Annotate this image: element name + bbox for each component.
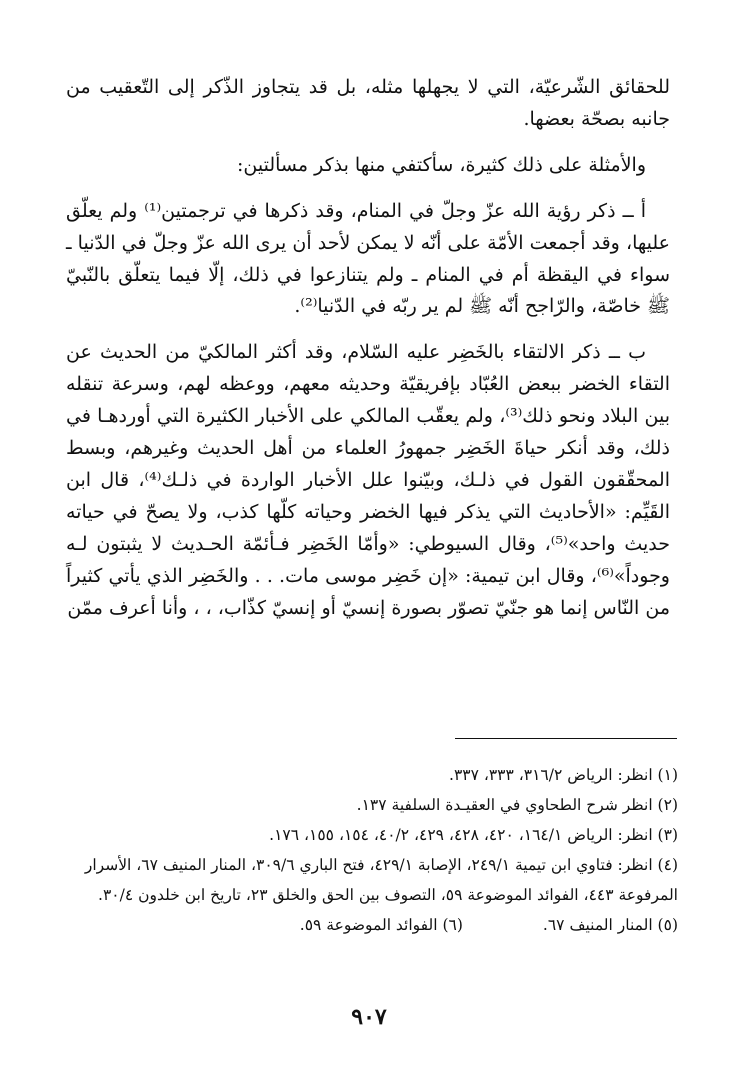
paragraph-intro: للحقائق الشّرعيّة، التي لا يجهلها مثله، بل قد يتجاوز الذّكر إلى التّعقيب من جانبه بصحّة بعضها.: [66, 76, 670, 130]
footnote-3: (٣) انظر: الرياض ١٦٤/١، ٤٢٠، ٤٢٨، ٤٢٩، ٤٠/٢، ١٥٤، ١٥٥، ١٧٦.: [269, 826, 678, 845]
footnote-2: (٢) انظر شرح الطحاوي في العقيـدة السلفية ١٣٧.: [356, 796, 678, 815]
paragraph-example-a: أ ــ ذكر رؤية الله عزّ وجلّ في المنام، وقد ذكرها في ترجمتين⁽¹⁾ ولم يعلّق عليها، وقد أجمعت الأمّة على أنّه لا يمكن لأحد أن يرى الله عزّ وجلّ في الدّنيا ـ سواء في اليقظة أم في المنام ـ ولم يتنازعوا في ذلك، إلّا فيما يتعلّق بالنّبيّ ﷺ خاصّة، والرّاجح أنّه ﷺ لم ير ربّه في الدّنيا⁽²⁾.: [66, 199, 670, 318]
page-number: ٩٠٧: [351, 1004, 387, 1030]
paragraph-examples-intro: والأمثلة على ذلك كثيرة، سأكتفي منها بذكر مسألتين:: [237, 153, 646, 176]
footnote-6: (٦) الفوائد الموضوعة ٥٩.: [299, 916, 463, 935]
footnote-row-5-6: [66, 910, 678, 940]
main-text: [66, 72, 670, 639]
footnote-5: (٥) المنار المنيف ٦٧.: [542, 916, 678, 935]
paragraph-example-b: ب ــ ذكر الالتقاء بالخَضِر عليه السّلام، وقد أكثر المالكيّ من الحديث عن التقاء الخضر ببعض العُبّاد بإفريقيّة وحديثه معهم، ووعظه لهم، وسرعة تنقله بين البلاد ونحو ذلك⁽³⁾، ولم يعقّب المالكي على الأخبار الكثيرة التي أوردهـا في ذلك، وقد أنكر حياةَ الخَضِر جمهورُ العلماء من أهل الحديث وغيرهم، وبسط المحقّقون القول في ذلـك، وبيّنوا علل الأخبار الواردة في ذلـك⁽⁴⁾، قال ابن القَيِّم: «الأحاديث التي يذكر فيها الخضر وحياته كلّها كذب، ولا يصحّ في حياته حديث واحد»⁽⁵⁾، وقال السيوطي: «وأمّا الخَضِر فـأئمّة الحـديث لا يثبتون لـه وجوداً»⁽⁶⁾، وقال ابن تيمية: «إن خَضِر موسى مات. . . والخَضِر الذي يأتي كثيراً من النّاس إنما هو جنّيّ تصوّر بصورة إنسيّ أو إنسيّ كذّاب، ، ، وأنا أعرف ممّن: [66, 341, 671, 619]
footnote-4: (٤) انظر: فتاوي ابن تيمية ٢٤٩/١، الإصابة ٤٢٩/١، فتح الباري ٣٠٩/٦، المنار المنيف ٦٧، الأسرار المرفوعة ٤٤٣، الفوائد الموضوعة ٥٩، التصوف بين الحق والخلق ٢٣، تاريخ ابن خلدون ٣٠/٤.: [84, 856, 678, 905]
footnote-divider: [455, 738, 677, 739]
footnotes: [66, 760, 678, 940]
footnote-1: (١) انظر: الرياض ٣١٦/٢، ٣٣٣، ٣٣٧.: [449, 766, 678, 784]
